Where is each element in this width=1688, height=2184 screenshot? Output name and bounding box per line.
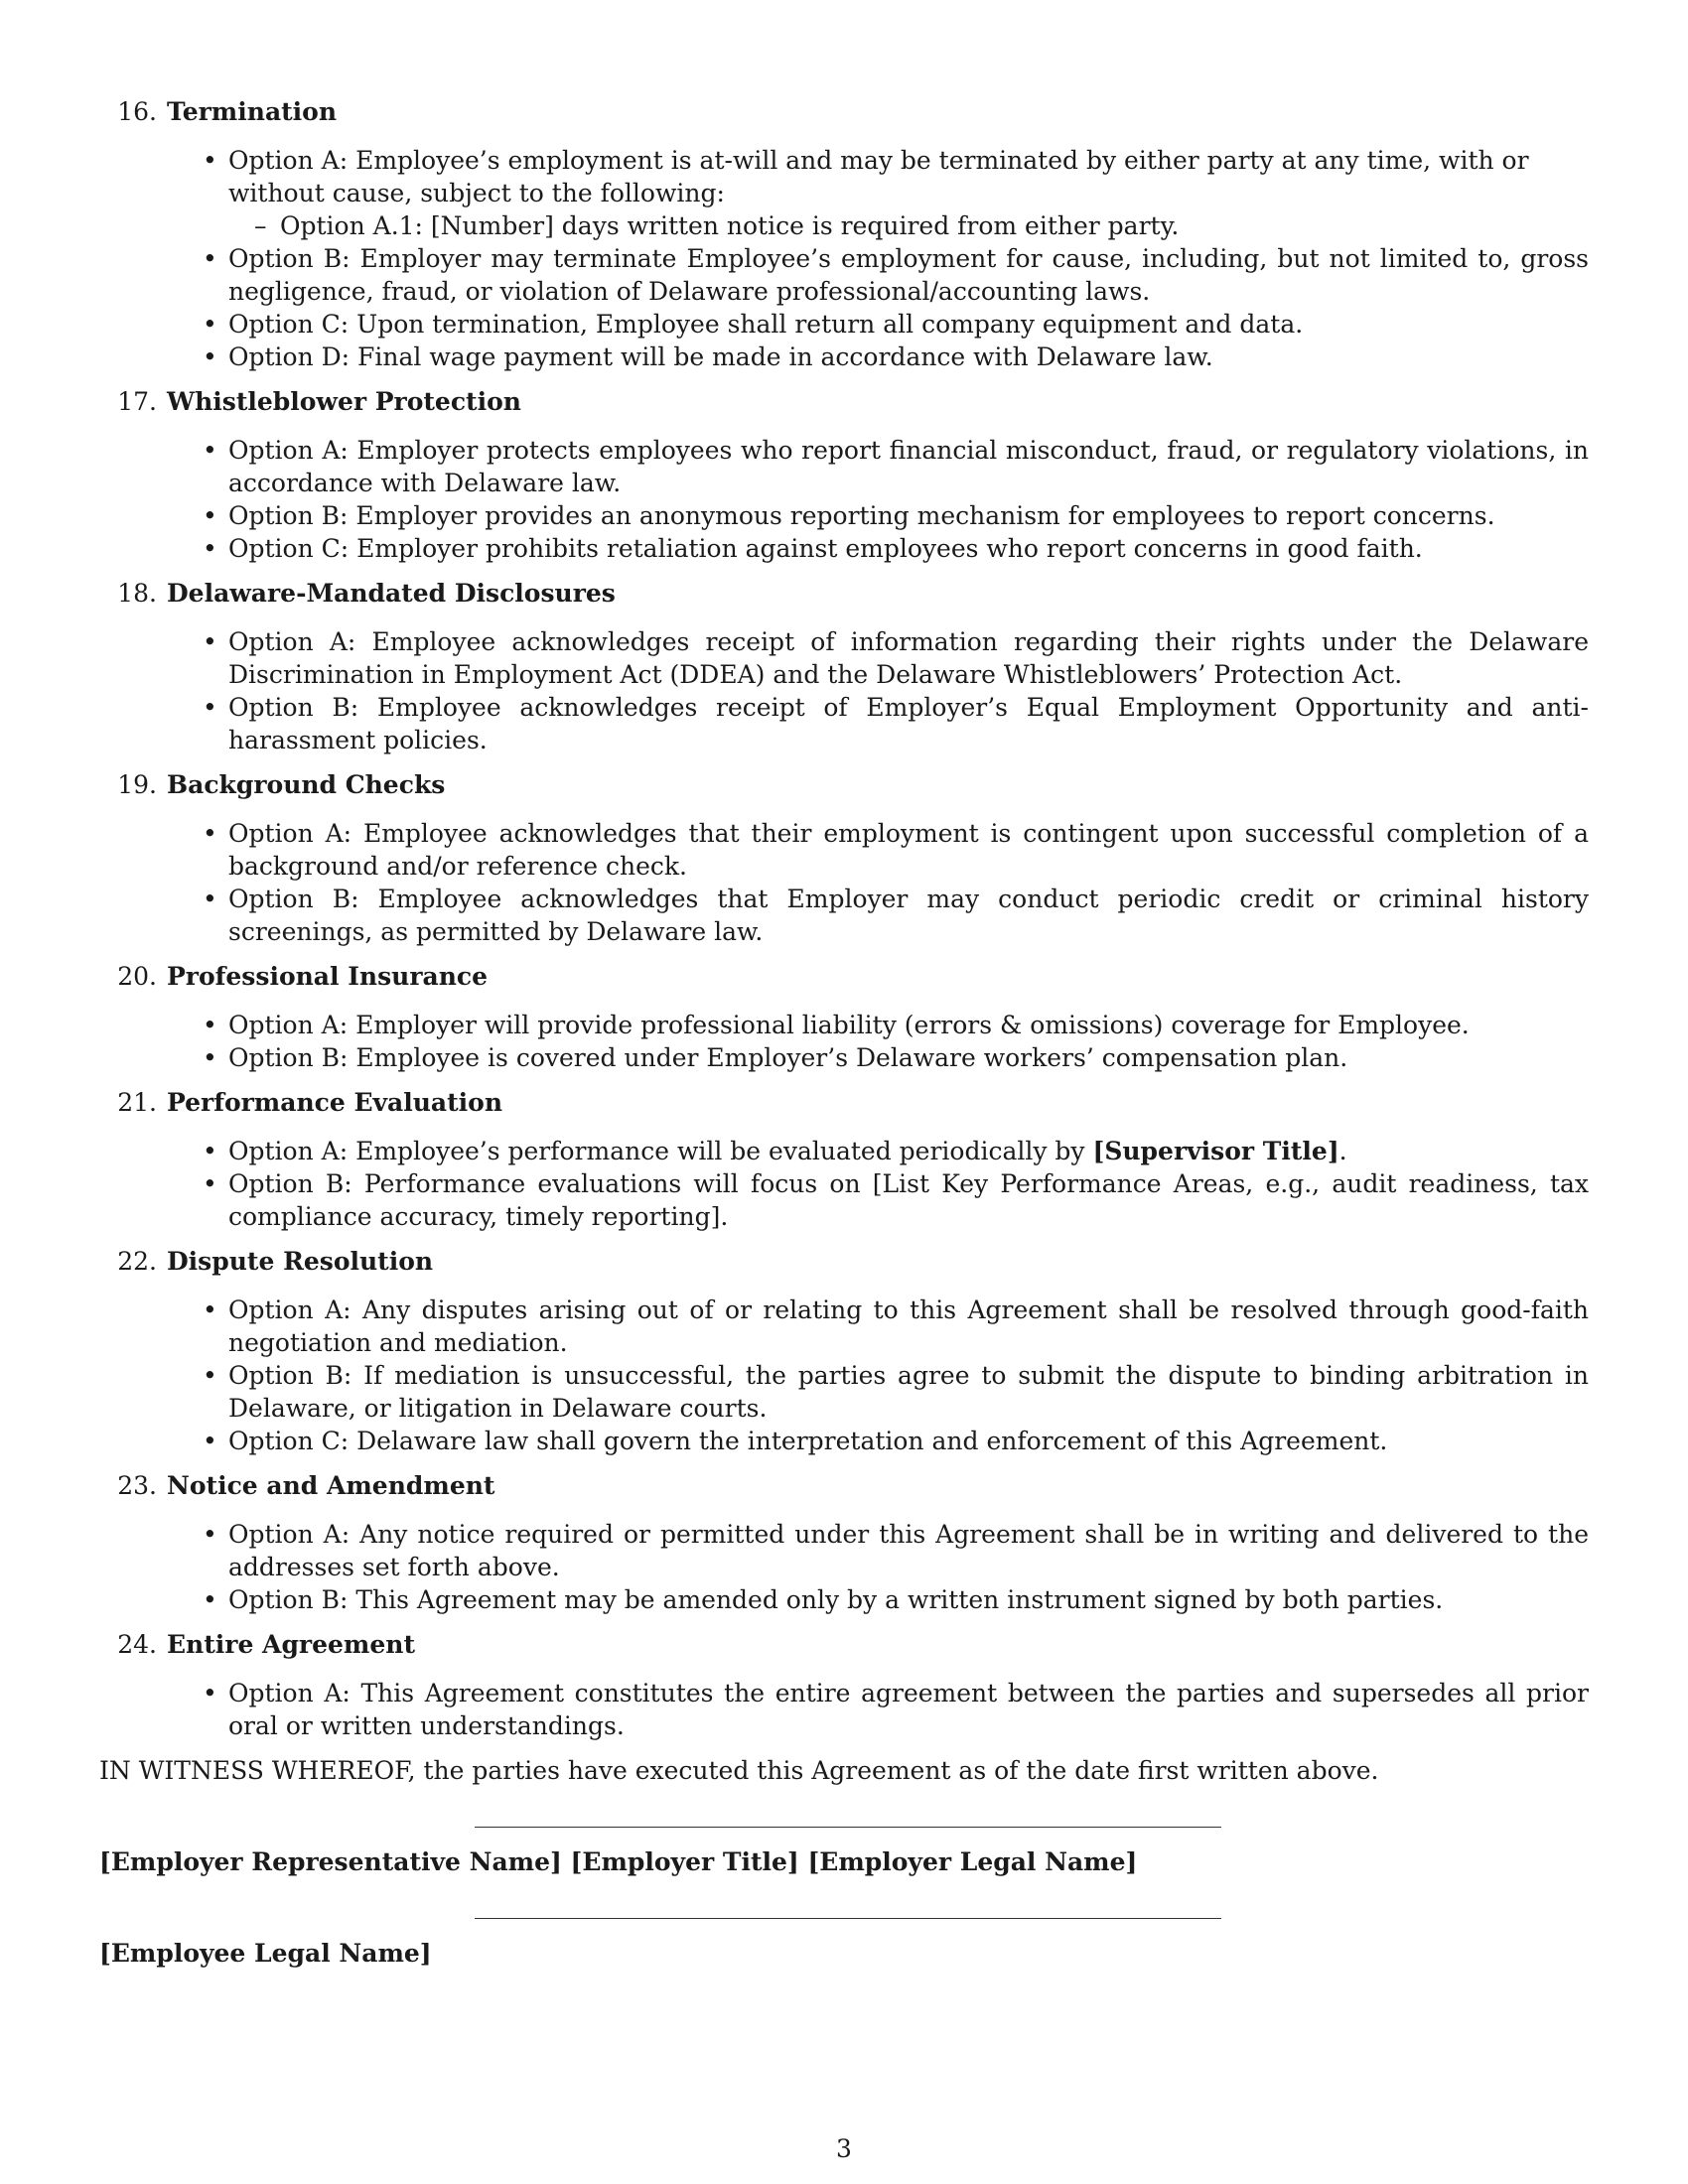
option-list (99, 625, 1589, 756)
section-heading (99, 960, 1589, 993)
section-number: 22. (117, 1247, 157, 1276)
employer-signature-block: [Employer Representative Name] [Employer Title] [Employer Legal Name] (99, 1847, 1138, 1876)
section-title: Termination (167, 97, 338, 126)
section-number: 16. (117, 97, 157, 126)
option-text: Option A: Employee’s employment is at-will and may be terminated by either party at any time, with or without cause, subject to the following: (228, 146, 1529, 207)
section-background-checks (99, 768, 1589, 948)
section-professional-insurance (99, 960, 1589, 1074)
option-item: • Option A: Employee acknowledges receipt of information regarding their rights under the Delaware Discrimination in Employment Act (DDEA) and the Delaware Whistleblowers’ Protection Act. (228, 625, 1589, 691)
option-item: • Option C: Upon termination, Employee shall return all company equipment and data. (228, 308, 1589, 341)
section-heading (99, 1086, 1589, 1119)
option-item: • Option A: Employee acknowledges that their employment is contingent upon successful completion of a background and/or reference check. (228, 817, 1589, 883)
option-list (99, 1677, 1589, 1742)
option-list (99, 1009, 1589, 1074)
employee-signature-block: [Employee Legal Name] (99, 1939, 432, 1968)
section-title: Delaware-Mandated Disclosures (167, 579, 616, 608)
option-list (99, 817, 1589, 948)
section-number: 18. (117, 579, 157, 608)
option-item: • Option B: Employee acknowledges that Employer may conduct periodic credit or criminal history screenings, as permitted by Delaware law. (228, 883, 1589, 948)
section-title: Professional Insurance (167, 962, 488, 991)
section-heading (99, 95, 1589, 128)
placeholder-supervisor-title: [Supervisor Title] (1092, 1137, 1339, 1165)
section-heading (99, 385, 1589, 418)
option-item: • Option D: Final wage payment will be made in accordance with Delaware law. (228, 341, 1589, 373)
option-item: • Option B: Employer may terminate Employee’s employment for cause, including, but not limited to, gross negligence, fraud, or violation of Delaware professional/accounting laws. (228, 242, 1589, 308)
option-item: • Option C: Employer prohibits retaliation against employees who report concerns in good faith. (228, 532, 1589, 565)
document-page (99, 95, 1589, 1970)
section-heading (99, 1245, 1589, 1278)
option-item: • Option A: Any disputes arising out of or relating to this Agreement shall be resolved through good-faith negotiation and mediation. (228, 1294, 1589, 1359)
section-title: Entire Agreement (167, 1630, 415, 1659)
option-list (99, 144, 1589, 373)
section-delaware-disclosures (99, 577, 1589, 756)
section-termination (99, 95, 1589, 373)
option-list (99, 434, 1589, 565)
page-number: 3 (836, 2134, 852, 2163)
witness-statement: IN WITNESS WHEREOF, the parties have executed this Agreement as of the date first written above. (99, 1756, 1379, 1785)
employee-signature-line (475, 1918, 1221, 1919)
section-number: 17. (117, 387, 157, 416)
section-number: 20. (117, 962, 157, 991)
option-item: • Option A: Any notice required or permitted under this Agreement shall be in writing and delivered to the addresses set forth above. (228, 1518, 1589, 1583)
option-list (99, 1294, 1589, 1457)
section-heading (99, 1469, 1589, 1502)
option-list (99, 1135, 1589, 1233)
section-title: Notice and Amendment (167, 1471, 495, 1500)
option-item: • Option B: Employee acknowledges receipt of Employer’s Equal Employment Opportunity and anti-harassment policies. (228, 691, 1589, 756)
section-title: Whistleblower Protection (167, 387, 521, 416)
option-item (228, 1135, 1589, 1167)
option-item: • Option C: Delaware law shall govern the interpretation and enforcement of this Agreement. (228, 1425, 1589, 1457)
employer-signature-line (475, 1827, 1221, 1828)
option-text: Option A: Employee’s performance will be evaluated periodically by (228, 1137, 1093, 1165)
section-heading (99, 577, 1589, 610)
sub-option-item: – Option A.1: [Number] days written notice is required from either party. (280, 209, 1589, 242)
section-heading (99, 1628, 1589, 1661)
section-title: Performance Evaluation (167, 1088, 503, 1117)
section-title: Dispute Resolution (167, 1247, 434, 1276)
option-item (228, 144, 1589, 242)
section-number: 24. (117, 1630, 157, 1659)
section-heading (99, 768, 1589, 801)
option-item: • Option B: This Agreement may be amended only by a written instrument signed by both parties. (228, 1583, 1589, 1616)
section-number: 21. (117, 1088, 157, 1117)
option-item: • Option A: This Agreement constitutes the entire agreement between the parties and supersedes all prior oral or written understandings. (228, 1677, 1589, 1742)
option-text-end: . (1338, 1137, 1347, 1165)
sub-option-list (228, 209, 1589, 242)
section-dispute-resolution (99, 1245, 1589, 1457)
option-item: • Option B: Performance evaluations will focus on [List Key Performance Areas, e.g., audit readiness, tax compliance accuracy, timely reporting]. (228, 1167, 1589, 1233)
section-number: 23. (117, 1471, 157, 1500)
section-notice-and-amendment (99, 1469, 1589, 1616)
section-entire-agreement (99, 1628, 1589, 1742)
option-item: • Option B: Employee is covered under Employer’s Delaware workers’ compensation plan. (228, 1041, 1589, 1074)
option-item: • Option B: Employer provides an anonymous reporting mechanism for employees to report concerns. (228, 499, 1589, 532)
option-list (99, 1518, 1589, 1616)
section-whistleblower-protection (99, 385, 1589, 565)
option-item: • Option A: Employer protects employees who report financial misconduct, fraud, or regulatory violations, in accordance with Delaware law. (228, 434, 1589, 499)
section-performance-evaluation (99, 1086, 1589, 1233)
option-item: • Option B: If mediation is unsuccessful, the parties agree to submit the dispute to binding arbitration in Delaware, or litigation in Delaware courts. (228, 1359, 1589, 1425)
section-title: Background Checks (167, 770, 446, 799)
section-number: 19. (117, 770, 157, 799)
option-item: • Option A: Employer will provide professional liability (errors & omissions) coverage for Employee. (228, 1009, 1589, 1041)
